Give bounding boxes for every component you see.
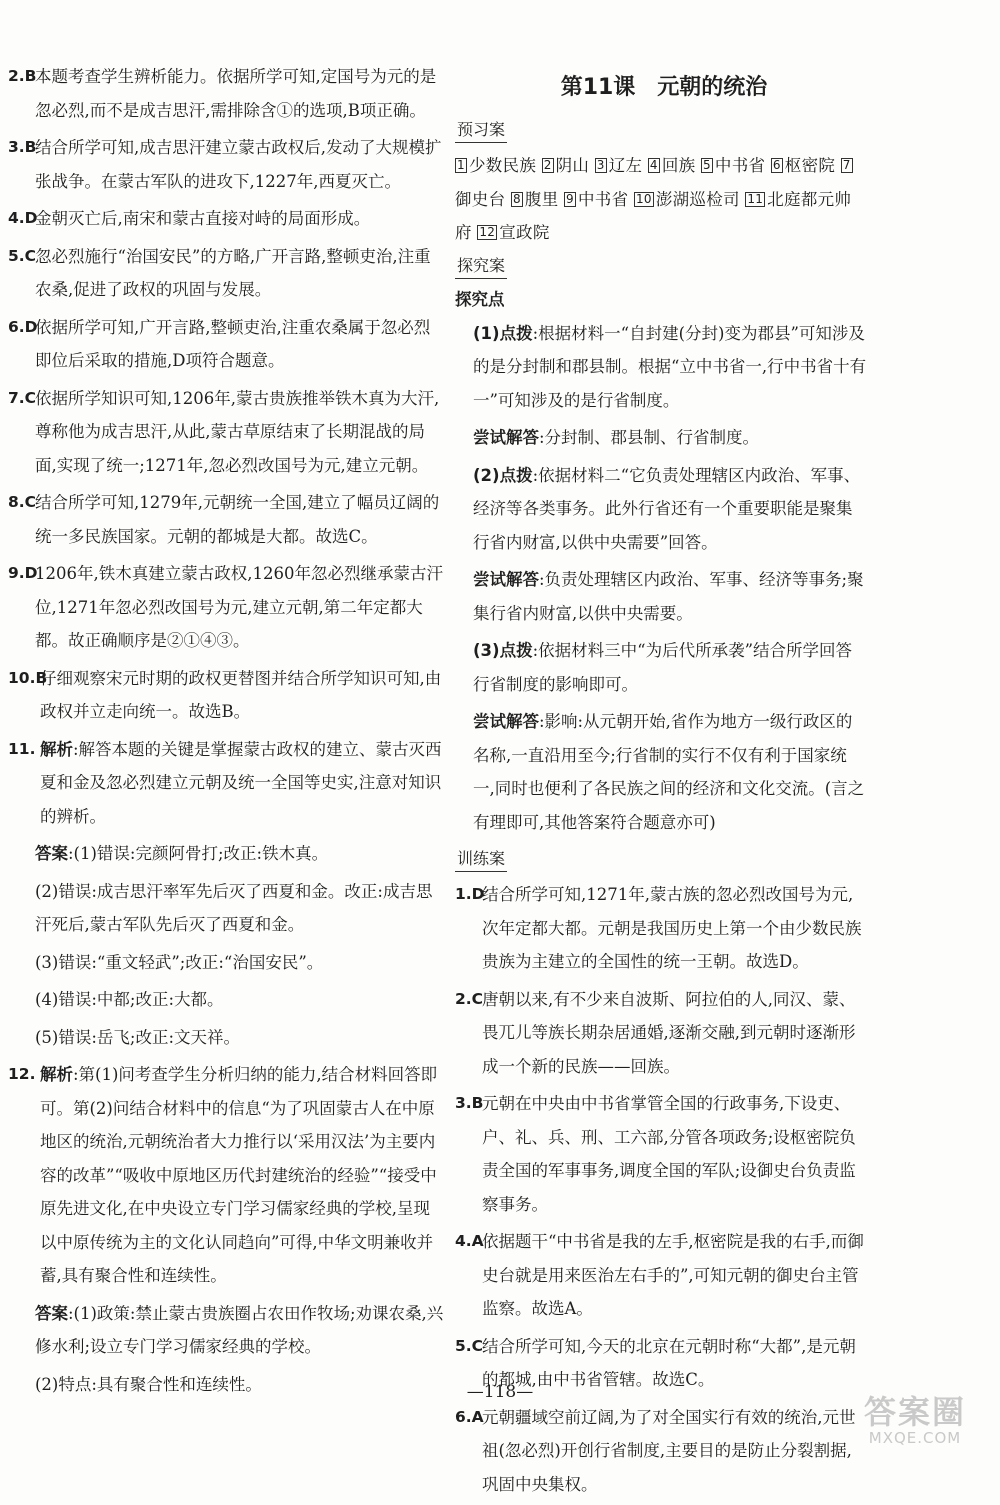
- answer-label: 答案: [35, 1303, 68, 1323]
- answer-item: [8, 486, 444, 553]
- explore-paragraph: 尝试解答:影响:从元朝开始,省作为地方一级行政区的名称,一直沿用至今;行省制的实行不仅有利于国家统一,同时也便利了各民族之间的经济和文化交流。(言之有理即可,其他答案符合题意亦可): [473, 712, 865, 832]
- answer-item: [8, 131, 444, 198]
- item-text: 金朝灭亡后,南宋和蒙古直接对峙的局面形成。: [35, 209, 371, 228]
- answer-line: (3)错误:“重文轻武”;改正:“治国安民”。: [35, 952, 324, 972]
- item-text: 结合所学可知,成吉思汗建立蒙古政权后,发动了大规模扩张战争。在蒙古军队的进攻下,1227年,西夏灭亡。: [35, 138, 442, 191]
- answer-item: [8, 311, 444, 378]
- analysis-label: 解析: [40, 1065, 73, 1084]
- preview-answers: [455, 149, 867, 250]
- vocab-item: 9 中书省: [566, 189, 629, 209]
- item-number: 12.: [8, 1065, 36, 1083]
- explore-point-heading: 探究点: [455, 289, 505, 309]
- answer-item: 1.D 结合所学可知,1271年,蒙古族的忽必烈改国号为元,次年定都大都。元朝是我国历史上第一个由少数民族贵族为主建立的全国性的统一王朝。故选D。: [455, 885, 862, 971]
- lesson-title: 第11课 元朝的统治: [560, 75, 768, 100]
- item-number: 6.D: [8, 317, 38, 336]
- answer-item: 2.C 唐朝以来,有不少来自波斯、阿拉伯的人,同汉、蒙、畏兀儿等族长期杂居通婚,逐渐交融,到元朝时逐渐形成一个新的民族——回族。: [455, 989, 856, 1076]
- explore-paragraph: (2)点拨:依据材料二“它负责处理辖区内政治、军事、经济等各类事务。此外行省还有一个重要职能是聚集行省内财富,以供中央需要”回答。: [473, 465, 861, 552]
- answer-line: (4)错误:中都;改正:大都。: [35, 990, 224, 1009]
- vocab-item: 1 少数民族: [457, 156, 537, 175]
- page-number: —118—: [466, 1382, 534, 1402]
- answer-item: [8, 382, 444, 483]
- left-column: [8, 60, 444, 1405]
- watermark-url: MXQE.COM: [868, 1429, 962, 1447]
- answer-item: [8, 662, 444, 729]
- answer-item: 4.A 依据题干“中书省是我的左手,枢密院是我的右手,而御史台就是用来医治左右手的”,可知元朝的御史台主管监察。故选A。: [455, 1232, 864, 1318]
- watermark-logo: [840, 1395, 990, 1455]
- answer-line: [8, 1297, 444, 1364]
- answer-line: (2)特点:具有聚合性和连续性。: [35, 1374, 262, 1394]
- item-number: 11.: [8, 739, 36, 758]
- item-number: 9.D: [8, 564, 38, 582]
- item-text: 本题考查学生辨析能力。依据所学可知,定国号为元的是忽必烈,而不是成吉思汗,需排除含①的选项,B项正确。: [35, 67, 437, 120]
- answer-line: (5)错误:岳飞;改正:文天祥。: [35, 1027, 241, 1047]
- analysis-text: :解答本题的关键是掌握蒙古政权的建立、蒙古灭西夏和金及忽必烈建立元朝及统一全国等史实,注意对知识的辨析。: [40, 739, 442, 826]
- answer-item: [8, 240, 444, 307]
- answer-item-11: [8, 733, 444, 834]
- explore-paragraph: (3)点拨:依据材料三中“为后代所承袭”结合所学回答行省制度的影响即可。: [473, 641, 853, 694]
- answer-line: [8, 837, 444, 871]
- answer-text: :(1)政策:禁止蒙古贵族圈占农田作牧场;劝课农桑,兴修水利;设立专门学习儒家经典的学校。: [35, 1303, 444, 1356]
- answer-item-12: [8, 1058, 444, 1293]
- analysis-text: :第(1)问考查学生分析归纳的能力,结合材料回答即可。第(2)问结合材料中的信息“为了巩固蒙古人在中原地区的统治,元朝统治者大力推行以‘采用汉法’为主要内容的改革”“吸收中原地区历代封建统治的经验”“接受中原先进文化,在中央设立专门学习儒家经典的学校,呈现以中原传统为主的文化认同趋向”可得,中华文明兼收并蓄,具有聚合性和连续性。: [40, 1065, 438, 1285]
- section-preview-label: 预习案: [455, 118, 507, 143]
- item-text: 仔细观察宋元时期的政权更替图并结合所学知识可知,由政权并立走向统一。故选B。: [40, 668, 442, 721]
- item-text: 结合所学可知,1279年,元朝统一全国,建立了幅员辽阔的统一多民族国家。元朝的都城是大都。故选C。: [35, 493, 440, 546]
- right-column: [455, 60, 867, 1505]
- answer-line: (2)错误:成吉思汗率军先后灭了西夏和金。改正:成吉思汗死后,蒙古军队先后灭了西夏和金。: [35, 881, 433, 934]
- item-number: 7.C: [8, 388, 37, 407]
- explore-paragraph: (1)点拨:根据材料一“自封建(分封)变为郡县”可知涉及的是分封制和郡县制。根据“立中书省一,行中书省十有一”可知涉及的是行省制度。: [473, 323, 867, 410]
- answer-item: [8, 60, 444, 127]
- vocab-item: 10 澎湖巡检司: [635, 189, 740, 209]
- section-train-label: 训练案: [455, 847, 507, 872]
- analysis-label: 解析: [40, 739, 73, 759]
- item-text: 1206年,铁木真建立蒙古政权,1260年忽必烈继承蒙古汗位,1271年忽必烈改国号为元,建立元朝,第二年定都大都。故正确顺序是②①④③。: [35, 564, 443, 650]
- explore-paragraph: 尝试解答:负责处理辖区内政治、军事、经济等事务;聚集行省内财富,以供中央需要。: [473, 570, 864, 623]
- item-number: 8.C: [8, 493, 37, 511]
- vocab-item: 2 阴山: [543, 156, 590, 175]
- item-text: 依据所学可知,广开言路,整顿吏治,注重农桑属于忽必烈即位后采取的措施,D项符合题意。: [35, 317, 431, 370]
- answer-label: 答案: [35, 844, 68, 863]
- item-number: 10.B: [8, 668, 48, 687]
- item-number: 5.C: [8, 246, 37, 265]
- vocab-item: 11 北庭都元帅府: [455, 189, 852, 242]
- vocab-item: 4 回族: [649, 156, 696, 175]
- vocab-item: 7御史台: [455, 158, 851, 209]
- item-text: 忽必烈施行“治国安民”的方略,广开言路,整顿吏治,注重农桑,促进了政权的巩固与发展。: [35, 246, 431, 299]
- watermark-text: 答案圈: [863, 1393, 966, 1431]
- answer-item: 3.B 元朝在中央由中书省掌管全国的行政事务,下设吏、户、礼、兵、刑、工六部,分管各项政务;设枢密院负责全国的军事事务,调度全国的军队;设御史台负责监察事务。: [455, 1094, 856, 1214]
- section-explore-label: 探究案: [455, 254, 507, 279]
- item-text: 依据所学知识可知,1206年,蒙古贵族推举铁木真为大汗,尊称他为成吉思汗,从此,蒙古草原结束了长期混战的局面,实现了统一;1271年,忽必烈改国号为元,建立元朝。: [35, 388, 440, 475]
- answer-item: [8, 557, 444, 658]
- answer-item: 5.C 结合所学可知,今天的北京在元朝时称“大都”,是元朝的都城,由中书省管辖。故选C。: [455, 1336, 856, 1389]
- answer-item: [8, 202, 444, 236]
- vocab-item: 3 辽左: [596, 156, 643, 175]
- answer-item: 6.A 元朝疆域空前辽阔,为了对全国实行有效的统治,元世祖(忽必烈)开创行省制度,主要目的是防止分裂割据,巩固中央集权。: [455, 1407, 856, 1494]
- vocab-item: 5 中书省: [702, 156, 766, 175]
- item-number: 3.B: [8, 138, 37, 156]
- vocab-item: 6 枢密院: [772, 156, 836, 175]
- vocab-item: 8 腹里: [512, 189, 559, 209]
- explore-paragraph: 尝试解答:分封制、郡县制、行省制度。: [473, 428, 760, 447]
- vocab-item: 12 宣政院: [479, 223, 550, 242]
- answer-text: :(1)错误:完颜阿骨打;改正:铁木真。: [68, 844, 329, 863]
- item-number: 2.B: [8, 67, 37, 85]
- item-number: 4.D: [8, 209, 38, 227]
